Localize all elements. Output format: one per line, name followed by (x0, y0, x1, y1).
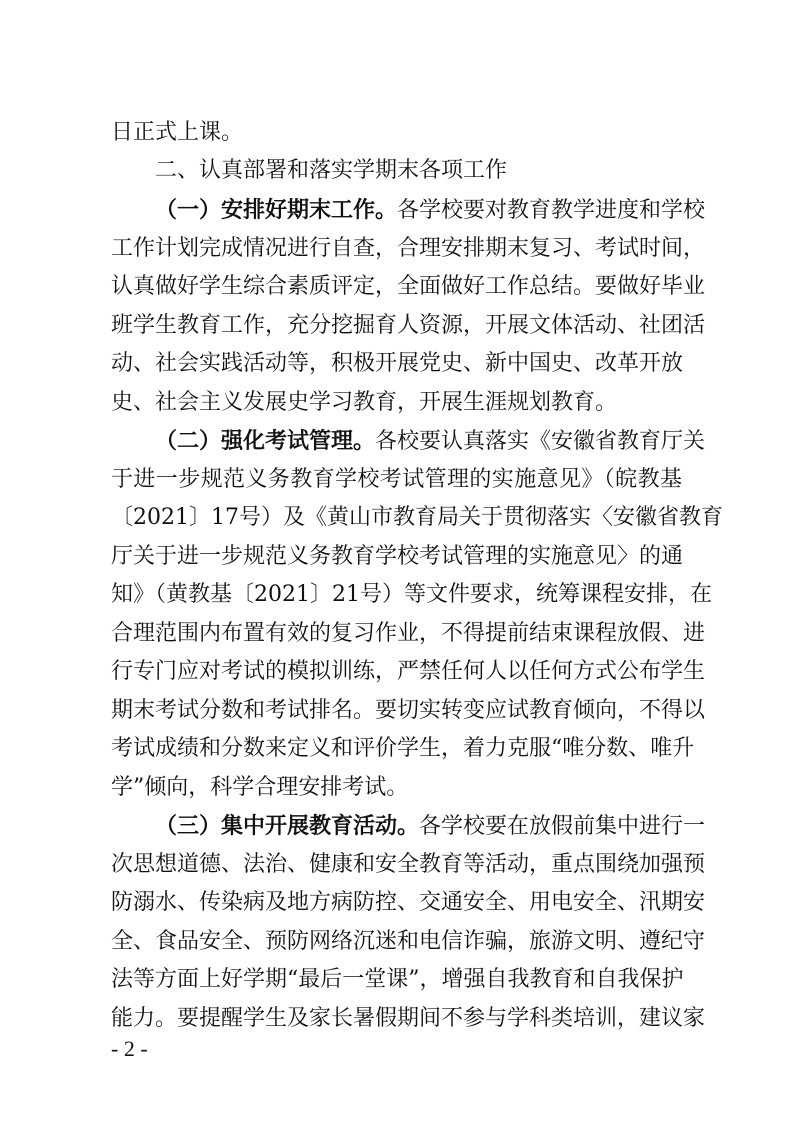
paragraph-line (0, 268, 793, 306)
line-text: 次思想道德、法治、健康和安全教育等活动，重点围绕加强预 (111, 852, 706, 877)
paragraph-line (0, 846, 793, 884)
paragraph-line (0, 384, 793, 422)
subsection-heading: （三）集中开展教育活动。 (155, 813, 420, 839)
paragraph-line (0, 499, 793, 537)
line-text: 合理范围内布置有效的复习作业，不得提前结束课程放假、进 (111, 621, 706, 646)
line-text: 〔2021〕17号）及《黄山市教育局关于贯彻落实〈安徽省教育 (111, 505, 723, 530)
subsection-heading: （二）强化考试管理。 (155, 428, 376, 454)
line-text: 班学生教育工作，充分挖掘育人资源，开展文体活动、社团活 (111, 313, 706, 338)
line-text: 学”倾向，科学合理安排考试。 (111, 775, 409, 800)
paragraph-line (0, 923, 793, 961)
paragraph-line (0, 191, 793, 229)
line-text: 各学校要在放假前集中进行一 (419, 814, 706, 839)
line-text: 法等方面上好学期“最后一堂课”，增强自我教育和自我保护 (111, 967, 684, 992)
paragraph-line (0, 615, 793, 653)
line-text: 防溺水、传染病及地方病防控、交通安全、用电安全、汛期安 (111, 890, 706, 915)
section-heading-text: 二、认真部署和落实学期末各项工作 (155, 158, 508, 183)
line-text: 厅关于进一步规范义务教育学校考试管理的实施意见〉的通 (111, 544, 684, 569)
paragraph-line (0, 884, 793, 922)
line-text: 知》（黄教基〔2021〕21号）等文件要求，统筹课程安排，在 (111, 582, 712, 607)
paragraph-line (0, 538, 793, 576)
paragraph-line (0, 961, 793, 999)
subsection-heading: （一）安排好期末工作。 (155, 197, 398, 223)
line-text: 能力。要提醒学生及家长暑假期间不参与学科类培训，建议家 (111, 1006, 706, 1031)
paragraph-line (0, 114, 793, 152)
line-text: 动、社会实践活动等，积极开展党史、新中国史、改革开放 (111, 351, 684, 376)
line-text: 于进一步规范义务教育学校考试管理的实施意见》（皖教基 (111, 467, 682, 492)
line-text: 工作计划完成情况进行自查，合理安排期末复习、考试时间， (111, 236, 706, 261)
line-text: 全、食品安全、预防网络沉迷和电信诈骗，旅游文明、遵纪守 (111, 929, 706, 954)
paragraph-line (0, 345, 793, 383)
page-number: - 2 - (111, 1036, 148, 1061)
paragraph-line (0, 1000, 793, 1038)
paragraph-line (0, 307, 793, 345)
paragraph-line (0, 576, 793, 614)
paragraph-line (0, 692, 793, 730)
paragraph-line (0, 730, 793, 768)
line-text: 史、社会主义发展史学习教育，开展生涯规划教育。 (111, 390, 618, 415)
line-text: 考试成绩和分数来定义和评价学生，着力克服“唯分数、唯升 (111, 736, 695, 761)
paragraph-line (0, 461, 793, 499)
paragraph-line (0, 422, 793, 460)
line-text: 日正式上课。 (111, 120, 244, 145)
paragraph-line (0, 653, 793, 691)
line-text: 各学校要对教育教学进度和学校 (397, 198, 706, 223)
line-text: 行专门应对考试的模拟训练，严禁任何人以任何方式公布学生 (111, 659, 706, 684)
line-text: 各校要认真落实《安徽省教育厅关 (375, 429, 706, 454)
line-text: 认真做好学生综合素质评定，全面做好工作总结。要做好毕业 (111, 274, 706, 299)
section-heading (0, 152, 793, 190)
line-text: 期末考试分数和考试排名。要切实转变应试教育倾向，不得以 (111, 698, 706, 723)
paragraph-line (0, 230, 793, 268)
paragraph-line (0, 807, 793, 845)
paragraph-line (0, 769, 793, 807)
